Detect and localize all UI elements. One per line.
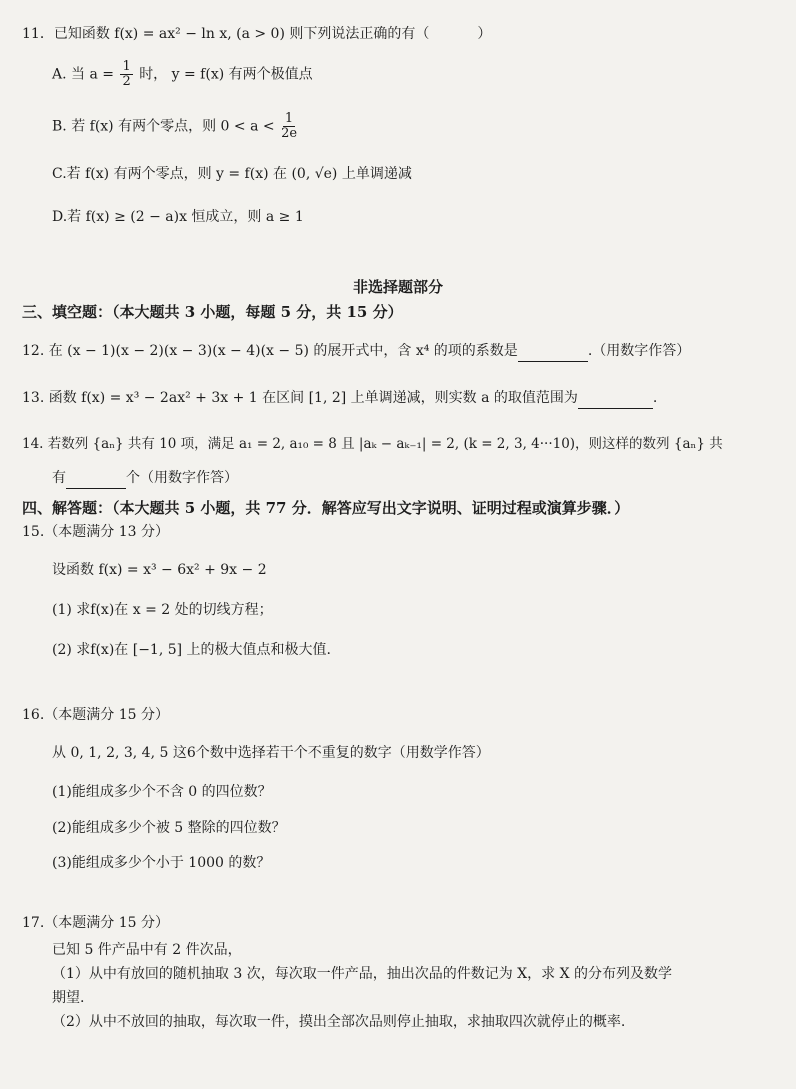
q11-option-a-post: 时， y = f(x) 有两个极值点 <box>139 66 313 83</box>
q12-tail: .（用数字作答） <box>587 343 691 359</box>
q17-part1-line2: 期望. <box>52 990 85 1006</box>
q14-line2-pre: 有 <box>52 470 66 486</box>
q14-line1: 14. 若数列 {aₙ} 共有 10 项，满足 a₁ = 2, a₁₀ = 8 且 |aₖ − aₖ₋₁| = 2, (k = 2, 3, 4···10)，则这样的数列 {aₙ} 共 <box>22 436 723 452</box>
q14-answer-blank <box>66 468 126 489</box>
q17-header: 17.（本题满分 15 分） <box>22 915 169 931</box>
q11-stem-text: 11．已知函数 f(x) = ax² − ln x, (a > 0) 则下列说法正确的有（ <box>22 26 430 42</box>
q11-option-b-numerator: 1 <box>284 111 294 126</box>
q11-option-b-pre: B. 若 f(x) 有两个零点，则 0 < a < <box>52 118 275 135</box>
q13-answer-blank <box>578 388 653 409</box>
q13 <box>22 388 657 409</box>
q17-given: 已知 5 件产品中有 2 件次品， <box>52 942 242 958</box>
q13-text: 13. 函数 f(x) = x³ − 2ax² + 3x + 1 在区间 [1, 2] 上单调递减，则实数 a 的取值范围为 <box>22 390 578 406</box>
q11-option-b-denominator: 2e <box>281 126 298 141</box>
q11-option-a <box>52 60 313 89</box>
q15-part2: (2) 求f(x)在 [−1, 5] 上的极大值点和极大值. <box>52 642 332 658</box>
q12-text: 12. 在 (x − 1)(x − 2)(x − 3)(x − 4)(x − 5) 的展开式中，含 x⁴ 的项的系数是 <box>22 343 518 359</box>
q15-header: 15.（本题满分 13 分） <box>22 524 169 540</box>
q11-stem-close: ） <box>477 26 492 42</box>
q16-part1: (1)能组成多少个不含 0 的四位数？ <box>52 784 272 800</box>
q11-option-c: C.若 f(x) 有两个零点，则 y = f(x) 在 (0, √e) 上单调递减 <box>52 166 412 182</box>
q11-option-a-pre: A. 当 a = <box>52 66 114 83</box>
part3-heading: 三、填空题：（本大题共 3 小题，每题 5 分，共 15 分） <box>22 303 403 321</box>
q16-given: 从 0, 1, 2, 3, 4, 5 这6个数中选择若干个不重复的数字（用数学作答） <box>52 745 490 761</box>
q14-line2 <box>52 468 238 489</box>
q12-answer-blank <box>518 341 588 362</box>
section-title: 非选择题部分 <box>352 278 443 296</box>
q11-stem <box>22 24 491 44</box>
q11-option-a-fraction <box>120 60 132 89</box>
q11-option-a-numerator: 1 <box>122 59 131 74</box>
q17-part1-line1: （1）从中有放回的随机抽取 3 次，每次取一件产品，抽出次品的件数记为 X，求 X 的分布列及数学 <box>52 966 672 982</box>
q16-header: 16.（本题满分 15 分） <box>22 707 169 723</box>
q11-option-a-denominator: 2 <box>122 74 131 89</box>
q15-part1: (1) 求f(x)在 x = 2 处的切线方程； <box>52 602 273 618</box>
q11-option-d: D.若 f(x) ≥ (2 − a)x 恒成立，则 a ≥ 1 <box>52 209 304 225</box>
q16-part2: (2)能组成多少个被 5 整除的四位数？ <box>52 820 286 836</box>
q11-option-b <box>52 112 299 141</box>
q16-part3: (3)能组成多少个小于 1000 的数？ <box>52 855 271 871</box>
q13-tail: . <box>652 390 658 406</box>
q11-option-b-fraction <box>281 112 297 141</box>
q12 <box>22 341 690 362</box>
q15-given: 设函数 f(x) = x³ − 6x² + 9x − 2 <box>52 562 267 578</box>
q14-line2-post: 个（用数字作答） <box>126 470 238 486</box>
part4-heading: 四、解答题：（本大题共 5 小题，共 77 分．解答应写出文字说明、证明过程或演算步骤．） <box>22 499 630 517</box>
q17-part2: （2）从中不放回的抽取，每次取一件，摸出全部次品则停止抽取，求抽取四次就停止的概率. <box>52 1014 626 1030</box>
